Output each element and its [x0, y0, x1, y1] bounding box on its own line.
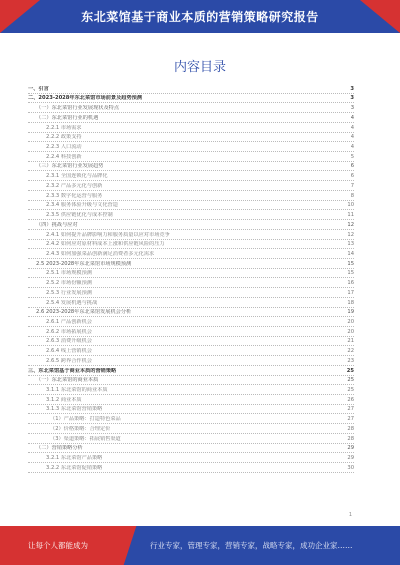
toc-entry[interactable] [28, 288, 354, 298]
toc-entry[interactable] [28, 259, 354, 269]
toc-entry[interactable] [28, 230, 354, 240]
toc-entry-page: 26 [347, 396, 354, 403]
toc-entry-page: 4 [350, 114, 354, 121]
toc-entry-page: 20 [347, 318, 354, 325]
toc-entry-page: 29 [347, 455, 354, 462]
toc-entry-page: 15 [347, 270, 354, 277]
footer-slogan-right: 行业专家，管理专家，营销专家，战略专家，成功企业家…… [150, 541, 353, 550]
toc-entry-title: 2.6.3 消费升级机会 [46, 338, 92, 345]
toc-entry[interactable] [28, 317, 354, 327]
toc-entry[interactable] [28, 424, 354, 434]
toc-entry-page: 22 [347, 348, 354, 355]
toc-entry[interactable] [28, 414, 354, 424]
toc-entry[interactable] [28, 463, 354, 473]
toc-entry-title: （一）东北菜馆行业发展现状及特点 [36, 105, 120, 112]
toc-entry-page: 7 [350, 182, 354, 189]
toc-entry-page: 28 [347, 425, 354, 432]
toc-entry-title: 2.6.1 产品创新机会 [46, 318, 92, 325]
toc-entry-title: （二）东北菜馆行业的机遇 [36, 114, 99, 121]
header-banner [0, 0, 400, 33]
toc-entry-title: 2.3.1 全国连锁化与品牌化 [46, 173, 108, 180]
toc-entry-page: 15 [347, 260, 354, 267]
toc-entry-title: 2.2.2 政策支持 [46, 134, 82, 141]
toc-entry-title: （三）东北菜馆行业发展趋势 [36, 163, 104, 170]
toc-entry[interactable] [28, 113, 354, 123]
toc-entry-page: 20 [347, 328, 354, 335]
toc-entry[interactable] [28, 269, 354, 279]
toc-entry-page: 6 [350, 173, 354, 180]
toc-entry-page: 28 [347, 435, 354, 442]
toc-entry[interactable] [28, 249, 354, 259]
toc-entry-page: 4 [350, 144, 354, 151]
toc-entry[interactable] [28, 298, 354, 308]
toc-entry[interactable] [28, 385, 354, 395]
toc-heading: 内容目录 [173, 60, 226, 75]
toc-entry-title: 3.2.2 东北菜馆促销策略 [46, 464, 103, 471]
toc-entry-page: 13 [347, 241, 354, 248]
toc-entry[interactable] [28, 181, 354, 191]
toc-entry[interactable] [28, 191, 354, 201]
toc-entry-title: 二、2023-2028年东北菜馆市场前景及趋势预测 [28, 95, 143, 102]
toc-entry[interactable] [28, 171, 354, 181]
toc-entry-page: 12 [347, 231, 354, 238]
toc-entry-page: 4 [350, 134, 354, 141]
toc-entry-page: 29 [347, 445, 354, 452]
toc-entry[interactable] [28, 346, 354, 356]
toc-entry-title: 2.5.4 发展机遇与挑战 [46, 299, 98, 306]
toc-entry-title: （3）渠道策略：拓展销售渠道 [50, 435, 121, 442]
toc-entry-page: 16 [347, 280, 354, 287]
toc-entry[interactable] [28, 278, 354, 288]
toc-entry-page: 25 [347, 377, 354, 384]
toc-entry[interactable] [28, 327, 354, 337]
toc-entry-title: 2.3.5 供应链优化与成本控制 [46, 212, 113, 219]
toc-entry-page: 3 [350, 105, 354, 112]
toc-entry-title: 2.3.2 产品多元化与创新 [46, 182, 103, 189]
page-number: 1 [348, 512, 352, 518]
toc-entry-title: 2.5 2023-2028年东北菜馆市场规模预测 [36, 260, 132, 267]
toc-entry-title: 2.2.4 科技创新 [46, 153, 82, 160]
toc-entry-page: 27 [347, 406, 354, 413]
toc-entry[interactable] [28, 152, 354, 162]
toc-entry-title: 三、东北菜馆基于商业本质的营销策略 [28, 367, 117, 374]
toc-entry-title: 2.5.2 市场份额预测 [46, 280, 92, 287]
toc-entry[interactable] [28, 366, 354, 376]
toc-entry-title: 3.1.1 东北菜馆的商业本质 [46, 387, 108, 393]
toc-entry-title: 2.4.2 如何应对原材料成本上涨和供应链风险的压力 [46, 241, 165, 248]
toc-entry-page: 3 [350, 95, 354, 102]
toc-entry-page: 23 [347, 357, 354, 364]
toc-entry-title: （四）挑战与应对 [36, 221, 78, 228]
toc-entry-title: 3.2.1 东北菜馆产品策略 [46, 455, 103, 462]
footer-banner [0, 526, 400, 565]
toc-entry-page: 19 [347, 309, 354, 316]
toc-entry-title: （1）产品策略：打造特色菜品 [50, 416, 121, 423]
toc-entry-title: 2.4.3 如何加强菜品创新满足消费者多元化需求 [46, 250, 155, 257]
toc-entry[interactable] [28, 220, 354, 230]
toc-entry[interactable] [28, 405, 354, 415]
toc-entry-page: 12 [347, 221, 354, 228]
toc-entry-page: 5 [350, 153, 354, 160]
toc-entry[interactable] [28, 376, 354, 386]
toc-entry-page: 30 [347, 464, 354, 471]
toc-entry[interactable] [28, 240, 354, 250]
toc-entry-title: 3.1.3 东北菜馆营销策略 [46, 406, 103, 413]
toc-entry-page: 27 [347, 416, 354, 423]
toc-entry-page: 4 [350, 124, 354, 131]
document-title: 东北菜馆基于商业本质的营销策略研究报告 [81, 10, 319, 24]
toc-entry[interactable] [28, 434, 354, 444]
toc-entry-title: 2.2.1 市场需求 [46, 124, 82, 131]
footer-slogan-left: 让每个人都能成为 [28, 541, 88, 550]
toc-entry-page: 18 [347, 299, 354, 306]
toc-entry-page: 11 [347, 212, 354, 219]
toc-entry-page: 25 [347, 387, 354, 393]
toc-entry[interactable] [28, 210, 354, 220]
toc-entry-title: （一）东北菜馆的商业本质 [36, 377, 99, 384]
toc-entry-title: 2.2.3 人口流动 [46, 144, 82, 151]
toc-entry-page: 6 [350, 163, 354, 170]
toc-entry-title: 2.6 2023-2028年东北菜馆发展机会分析 [36, 309, 132, 316]
toc-entry[interactable] [28, 94, 354, 104]
toc-entry-page: 17 [347, 289, 354, 296]
toc-entry-page: 3 [350, 85, 354, 92]
toc-entry-page: 21 [347, 338, 354, 345]
toc-entry[interactable] [28, 444, 354, 454]
toc-entry[interactable] [28, 162, 354, 172]
toc-entry-title: 2.5.1 市场规模预测 [46, 270, 92, 277]
toc-entry-title: 2.6.2 市场拓展机会 [46, 328, 92, 335]
toc-entry[interactable] [28, 84, 354, 94]
toc-entry-title: 3.1.2 商业本质 [46, 396, 82, 403]
toc-entry[interactable] [28, 356, 354, 366]
toc-entry-page: 10 [347, 202, 354, 209]
toc-entry[interactable] [28, 201, 354, 211]
toc-entry[interactable] [28, 142, 354, 152]
toc-entry[interactable] [28, 103, 354, 113]
toc-entry-page: 25 [346, 367, 354, 374]
toc-entry[interactable] [28, 337, 354, 347]
toc-entry[interactable] [28, 453, 354, 463]
table-of-contents [28, 84, 354, 473]
toc-entry-title: 2.3.3 数字化运营与服务 [46, 192, 103, 199]
toc-entry[interactable] [28, 123, 354, 133]
toc-entry-title: 2.5.3 行业发展预测 [46, 289, 92, 296]
toc-entry-title: 2.6.4 线上营销机会 [46, 348, 92, 355]
toc-entry-title: 2.3.4 服务体验升级与文化营造 [46, 202, 118, 209]
toc-entry[interactable] [28, 308, 354, 318]
toc-entry-page: 14 [347, 250, 354, 257]
toc-entry[interactable] [28, 133, 354, 143]
toc-entry-page: 8 [350, 192, 354, 199]
toc-entry-title: （二）营销策略分析 [36, 445, 83, 452]
toc-entry-title: 2.4.1 如何提升品牌影响力和服务质量以应对市场竞争 [46, 231, 170, 238]
toc-entry-title: 2.6.5 跨界合作机会 [46, 357, 92, 364]
toc-entry-title: 一、引言 [28, 85, 49, 92]
toc-entry[interactable] [28, 395, 354, 405]
toc-entry-title: （2）价格策略：合理定价 [50, 425, 111, 432]
